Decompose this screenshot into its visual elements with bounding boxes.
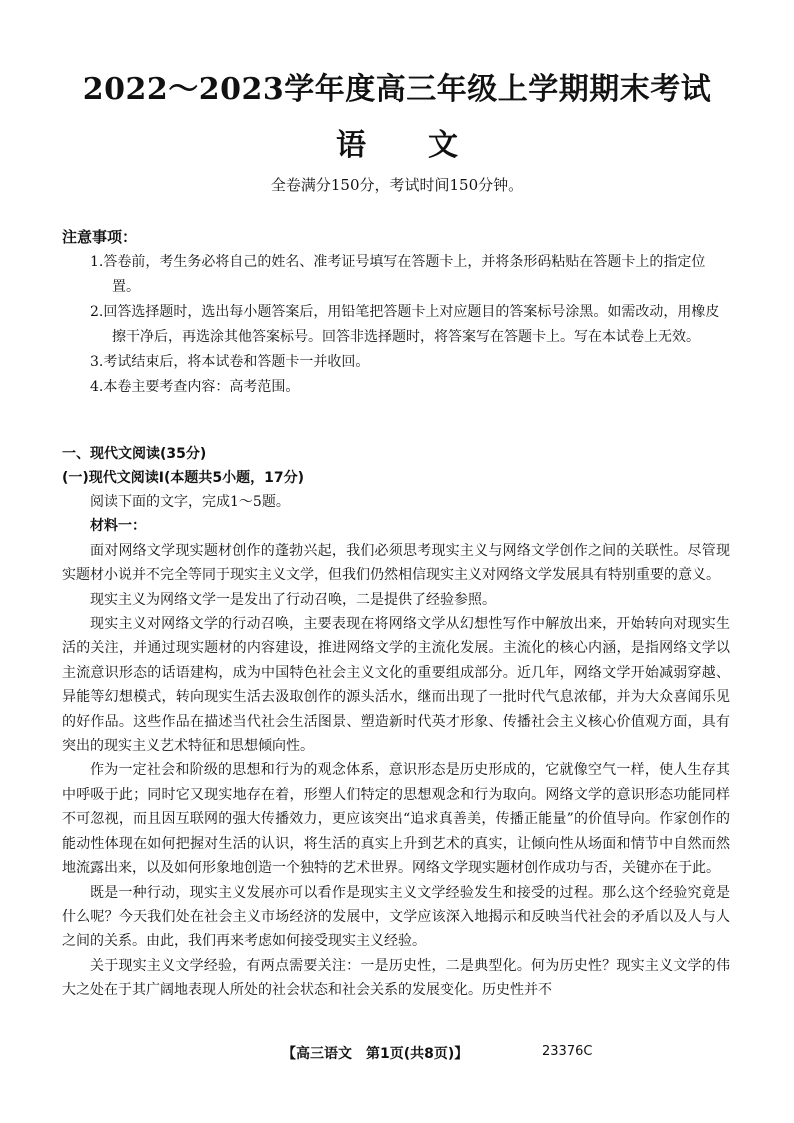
notice-item: 1.答卷前，考生务必将自己的姓名、准考证号填写在答题卡上，并将条形码粘贴在答题卡上的指定位置。 <box>90 254 706 295</box>
footer-page-label: 【高三语文 第1页(共8页)】 <box>282 1046 469 1062</box>
exam-title: 2022～2023学年度高三年级上学期期末考试 <box>82 72 712 107</box>
subject-title: 语文 <box>336 128 520 163</box>
part-heading: 一、现代文阅读(35分) <box>62 446 207 462</box>
passage-paragraph: 面对网络文学现实题材创作的蓬勃兴起，我们必须思考现实主义与网络文学创作之间的关联性。尽管现实题材小说并不完全等同于现实主义文学，但我们仍然相信现实主义对网络文学发展具有特别重要的意义。 <box>62 542 730 584</box>
notice-item: 4.本卷主要考查内容：高考范围。 <box>90 379 300 395</box>
notice-item: 3.考试结束后，将本试卷和答题卡一并收回。 <box>90 354 370 370</box>
sub-heading: (一)现代文阅读Ⅰ(本题共5小题，17分) <box>62 470 305 486</box>
notice-heading: 注意事项： <box>62 228 138 246</box>
passage-paragraph: 既是一种行动，现实主义发展亦可以看作是现实主义文学经验发生和接受的过程。那么这个经验究竟是什么呢？今天我们处在社会主义市场经济的发展中，文学应该深入地揭示和反映当代社会的矛盾以及人与人之间的关系。由此，我们再来考虑如何接受现实主义经验。 <box>62 884 730 950</box>
instruction: 阅读下面的文字，完成1～5题。 <box>90 494 290 510</box>
material-label: 材料一： <box>90 518 146 535</box>
score-time-line: 全卷满分150分，考试时间150分钟。 <box>270 176 524 194</box>
footer-exam-code: 23376C <box>542 1044 593 1059</box>
passage-paragraph: 关于现实主义文学经验，有两点需要关注：一是历史性，二是典型化。何为历史性？现实主义文学的伟大之处在于其广阔地表现人所处的社会状态和社会关系的发展变化。历史性并不 <box>62 957 730 999</box>
passage-paragraph: 现实主义对网络文学的行动召唤，主要表现在将网络文学从幻想性写作中解放出来，开始转向对现实生活的关注，并通过现实题材的内容建设，推进网络文学的主流化发展。主流化的核心内涵，是指网络文学以主流意识形态的话语建构，成为中国特色社会主义文化的重要组成部分。近几年，网络文学开始减弱穿越、异能等幻想模式，转向现实生活去汲取创作的源头活水，继而出现了一批时代气息浓郁，并为大众喜闻乐见的好作品。这些作品在描述当代社会生活图景、塑造新时代英才形象、传播社会主义核心价值观方面，具有突出的现实主义艺术特征和思想倾向性。 <box>62 616 730 755</box>
passage-paragraph: 作为一定社会和阶级的思想和行为的观念体系，意识形态是历史形成的，它就像空气一样，使人生存其中呼吸于此；同时它又现实地存在着，形塑人们特定的思想观念和行为取向。网络文学的意识形态功能同样不可忽视，而且因互联网的强大传播效力，更应该突出“追求真善美，传播正能量”的价值导向。作家创作的能动性体现在如何把握对生活的认识，将生活的真实上升到艺术的真实，让倾向性从场面和情节中自然而然地流露出来，以及如何形象地创造一个独特的艺术世界。网络文学现实题材创作成功与否，关键亦在于此。 <box>62 762 730 877</box>
notice-list <box>90 250 730 400</box>
notice-item: 2.回答选择题时，选出每小题答案后，用铅笔把答题卡上对应题目的答案标号涂黑。如需改动，用橡皮擦干净后，再选涂其他答案标号。回答非选择题时，将答案写在答题卡上。写在本试卷上无效。 <box>90 304 720 345</box>
passage-paragraph: 现实主义为网络文学一是发出了行动召唤，二是提供了经验参照。 <box>90 591 496 608</box>
reading-passage <box>62 490 730 1003</box>
